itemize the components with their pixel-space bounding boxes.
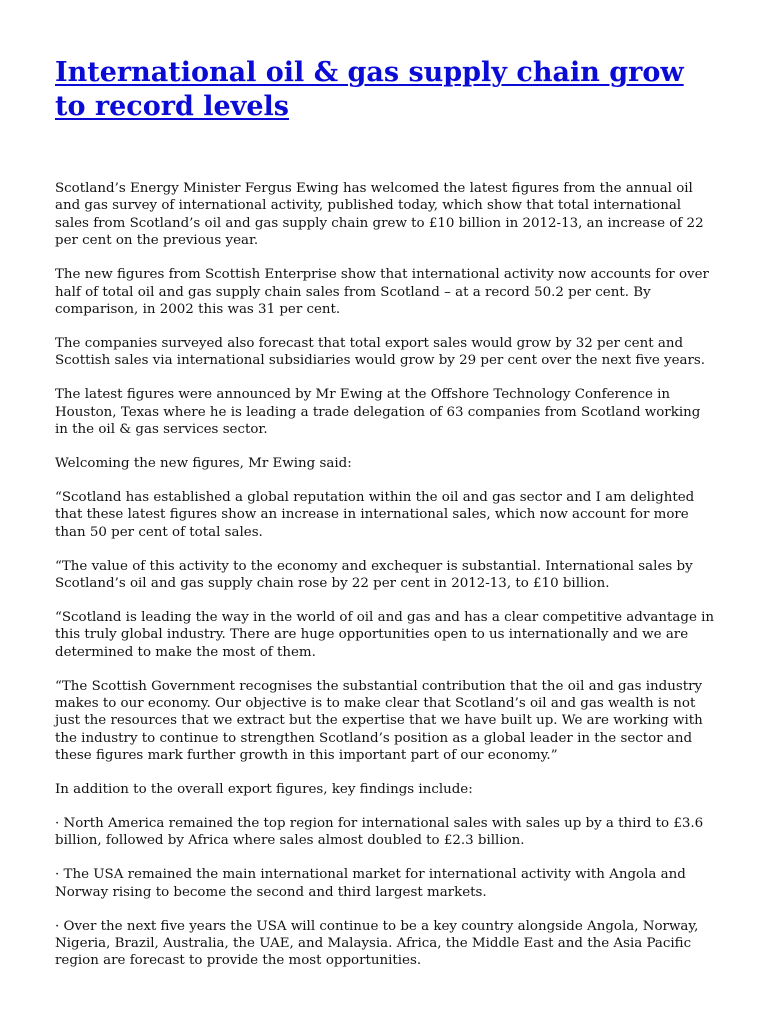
article-title-link[interactable] <box>55 56 715 124</box>
quote-paragraph-1: “Scotland has established a global reputation within the oil and gas sector and I am delighted that these latest figures show an increase in international sales, which now account for more than 50 per cent of total sales. <box>55 489 695 540</box>
quote-paragraph-3: “Scotland is leading the way in the world of oil and gas and has a clear competitive advantage in this truly global industry. There are huge opportunities open to us internationally and we are determined to make the most of them. <box>55 609 715 660</box>
finding-item-3: · Over the next five years the USA will continue to be a key country alongside Angola, Norway, Nigeria, Brazil, Australia, the UAE, and Malaysia. Africa, the Middle East and the Asia Pacific region are forecast to provide the most opportunities. <box>55 918 699 969</box>
findings-intro: In addition to the overall export figures, key findings include: <box>55 782 473 798</box>
paragraph-1: Scotland’s Energy Minister Fergus Ewing has welcomed the latest figures from the annual oil and gas survey of international activity, published today, which show that total international sales from Scotland’s oil and gas supply chain grew to £10 billion in 2012-13, an increase of 22 per cent on the previous year. <box>55 181 704 249</box>
paragraph-2: The new figures from Scottish Enterprise show that international activity now accounts for over half of total oil and gas supply chain sales from Scotland – at a record 50.2 per cent. By comparison, in 2002 this was 31 per cent. <box>55 267 709 317</box>
finding-item-2: · The USA remained the main international market for international activity with Angola and Norway rising to become the second and third largest markets. <box>55 867 686 900</box>
article-body <box>55 180 715 970</box>
article <box>55 56 715 986</box>
paragraph-5: Welcoming the new figures, Mr Ewing said: <box>55 455 352 471</box>
quote-paragraph-2: “The value of this activity to the economy and exchequer is substantial. International sales by Scotland’s oil and gas supply chain rose by 22 per cent in 2012-13, to £10 billion. <box>55 558 693 591</box>
paragraph-4: The latest figures were announced by Mr Ewing at the Offshore Technology Conference in Houston, Texas where he is leading a trade delegation of 63 companies from Scotland working in the oil & gas services sector. <box>55 387 701 437</box>
finding-item-1: · North America remained the top region for international sales with sales up by a third to £3.6 billion, followed by Africa where sales almost doubled to £2.3 billion. <box>55 815 704 849</box>
paragraph-3: The companies surveyed also forecast that total export sales would grow by 32 per cent and Scottish sales via international subsidiaries would grow by 29 per cent over the next five years. <box>55 335 706 369</box>
quote-paragraph-4: “The Scottish Government recognises the substantial contribution that the oil and gas industry makes to our economy. Our objective is to make clear that Scotland’s oil and gas wealth is not just the resources that we extract but the expertise that we have built up. We are working with the industry to continue to strengthen Scotland’s position as a global leader in the sector and these figures mark further growth in this important part of our economy.” <box>55 678 703 764</box>
article-title[interactable]: International oil & gas supply chain grow to record levels <box>55 57 684 122</box>
